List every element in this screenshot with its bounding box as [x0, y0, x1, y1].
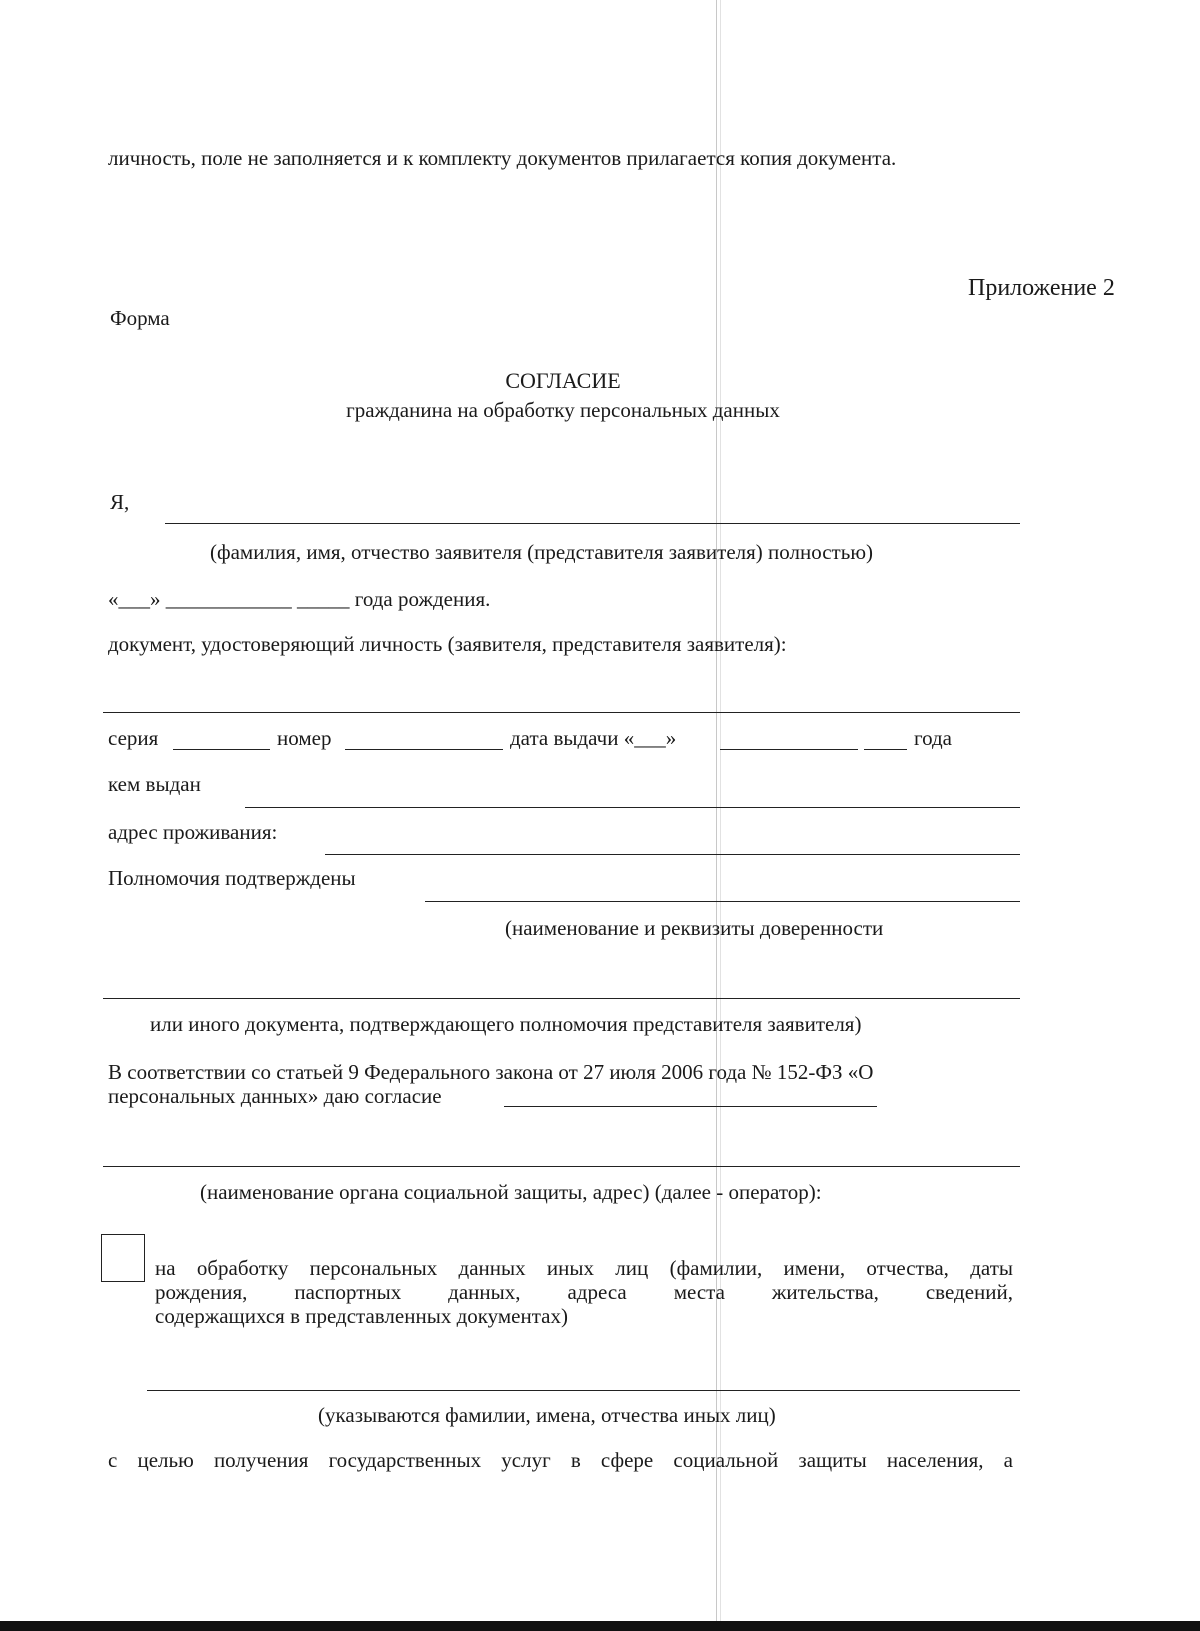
id-document-label: документ, удостоверяющий личность (заявителя, представителя заявителя): — [108, 632, 787, 656]
document-title: СОГЛАСИЕ — [505, 368, 621, 393]
fio-line[interactable] — [165, 523, 1020, 524]
form-label: Форма — [110, 306, 170, 330]
issued-by-label: кем выдан — [108, 772, 201, 796]
other-persons-checkbox[interactable] — [101, 1234, 145, 1282]
purpose-line: с целью получения государственных услуг в сфере социальной защиты населения, а — [108, 1448, 1013, 1472]
address-line[interactable] — [325, 854, 1020, 855]
operator-line[interactable] — [103, 1166, 1020, 1167]
other-persons-caption: (указываются фамилии, имена, отчества иных лиц) — [318, 1403, 776, 1427]
powers-line-2[interactable] — [103, 998, 1020, 999]
year-label: года — [914, 726, 952, 750]
fio-caption: (фамилия, имя, отчество заявителя (представителя заявителя) полностью) — [210, 540, 873, 564]
intro-line: личность, поле не заполняется и к комплекту документов прилагается копия документа. — [108, 146, 897, 170]
consent-to-line[interactable] — [504, 1106, 877, 1107]
powers-caption-2: или иного документа, подтверждающего полномочия представителя заявителя) — [150, 1012, 862, 1036]
consent-line-2: персональных данных» даю согласие — [108, 1084, 442, 1108]
operator-caption: (наименование органа социальной защиты, адрес) (далее - оператор): — [200, 1180, 822, 1204]
document-subtitle: гражданина на обработку персональных данных — [346, 398, 780, 422]
checkbox-text-line-2: рождения, паспортных данных, адреса места жительства, сведений, — [155, 1280, 1013, 1304]
checkbox-text-line-1: на обработку персональных данных иных лиц (фамилии, имени, отчества, даты — [155, 1256, 1013, 1280]
id-document-line[interactable] — [103, 712, 1020, 713]
scan-fold-line-shadow — [720, 0, 721, 1631]
issued-by-line[interactable] — [245, 807, 1020, 808]
issue-date-year-line[interactable] — [864, 749, 907, 750]
powers-label: Полномочия подтверждены — [108, 866, 356, 890]
other-persons-line[interactable] — [147, 1390, 1020, 1391]
number-label: номер — [277, 726, 332, 750]
issue-date-label: дата выдачи «___» — [510, 726, 677, 750]
issue-date-month-line[interactable] — [720, 749, 858, 750]
appendix-number: Приложение 2 — [968, 275, 1115, 301]
scan-bottom-edge — [0, 1621, 1200, 1631]
series-label: серия — [108, 726, 159, 750]
scan-fold-line — [716, 0, 717, 1631]
checkbox-text-line-3: содержащихся в представленных документах) — [155, 1304, 568, 1328]
powers-caption-1: (наименование и реквизиты доверенности — [505, 916, 884, 940]
i-label: Я, — [110, 490, 130, 514]
powers-line[interactable] — [425, 901, 1020, 902]
series-line[interactable] — [173, 749, 270, 750]
birth-date-line[interactable]: «___» ____________ _____ года рождения. — [108, 587, 491, 611]
number-line[interactable] — [345, 749, 503, 750]
consent-line-1: В соответствии со статьей 9 Федерального закона от 27 июля 2006 года № 152-ФЗ «О — [108, 1060, 874, 1084]
address-label: адрес проживания: — [108, 820, 278, 844]
